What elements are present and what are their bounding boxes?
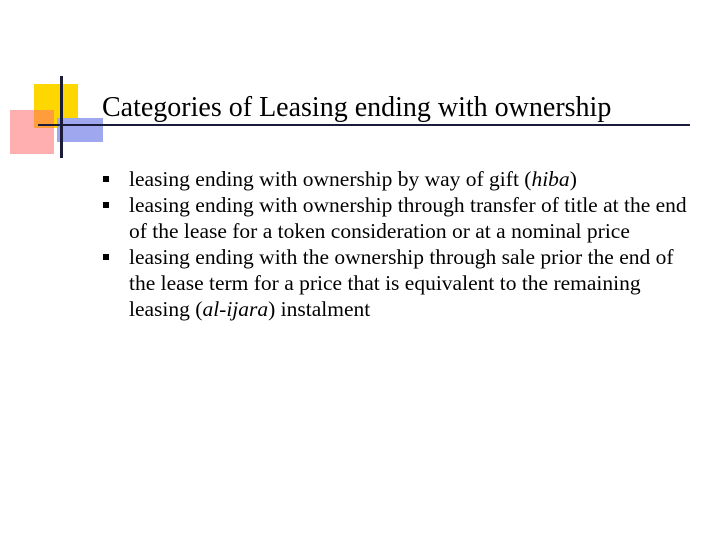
bullet-list — [102, 166, 702, 322]
slide-title: Categories of Leasing ending with ownership — [102, 92, 612, 123]
bullet-item — [102, 192, 702, 244]
bullet-item — [102, 244, 702, 322]
decor-blue-square — [57, 118, 103, 142]
bullet-item — [102, 166, 702, 192]
bullet-text: leasing ending with the ownership through sale prior the end of the lease term for a price that is equivalent to the remaining leasing (al-ijara) instalment — [129, 245, 674, 321]
decor-vertical-rule — [60, 76, 63, 158]
italic-term: hiba — [531, 167, 570, 191]
square-bullet-icon — [103, 254, 109, 260]
square-bullet-icon — [103, 202, 109, 208]
bullet-text: leasing ending with ownership by way of gift (hiba) — [129, 167, 577, 191]
square-bullet-icon — [103, 176, 109, 182]
bullet-text: leasing ending with ownership through transfer of title at the end of the lease for a token consideration or at a nominal price — [129, 193, 687, 243]
italic-term: al-ijara — [202, 297, 269, 321]
decor-red-square — [10, 110, 54, 154]
